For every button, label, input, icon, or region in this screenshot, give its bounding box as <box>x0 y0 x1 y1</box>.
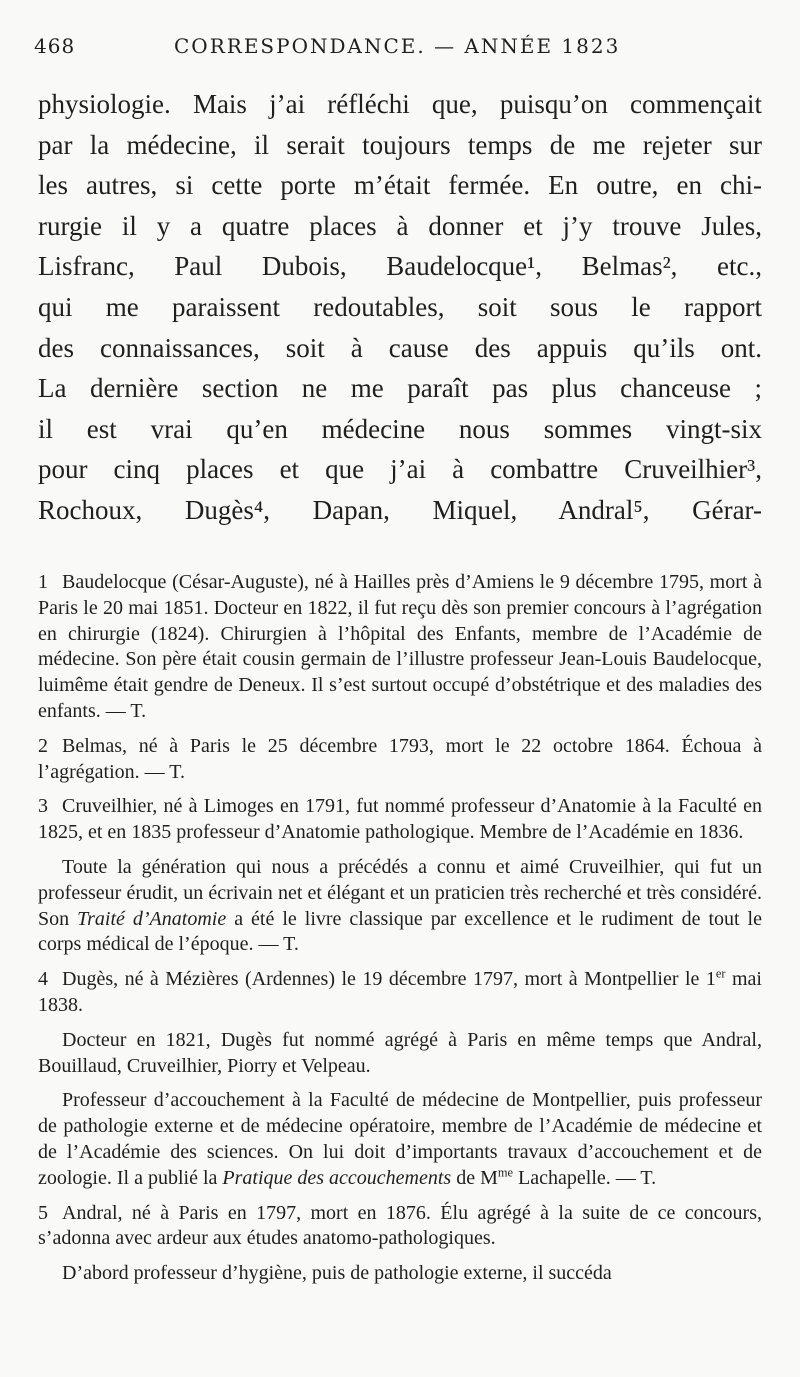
running-head: CORRESPONDANCE. — ANNÉE 1823 <box>174 34 621 58</box>
book-title: Pratique des accouchements <box>222 1166 452 1189</box>
text-line: rurgie il y a quatre places à donner et j’y trouve Jules, <box>38 210 762 241</box>
footnote-1 <box>38 570 762 725</box>
text-line: pour cinq places et que j’ai à combattre Cruveilhier³, <box>38 454 762 485</box>
text-line: physiologie. Mais j’ai réfléchi que, puisqu’on commençait <box>38 89 762 119</box>
text-line: les autres, si cette porte m’était fermée. En outre, en chi- <box>38 170 762 201</box>
footnote-3 <box>38 794 762 846</box>
footnote-text: Professeur d’accouchement à la Faculté de médecine de Montpellier, puis professeur de pathologie externe et de médecine opératoire, membre de l’Académie de médecine et de l’Académie des sciences. On lui doit d’importants travaux d’accouchement et de zoologie. Il a publié la <box>38 1089 762 1189</box>
page-number: 468 <box>34 34 76 58</box>
footnote-4-continuation <box>38 1088 762 1191</box>
footnote-4 <box>38 967 762 1019</box>
footnote-number: 4 <box>38 968 48 991</box>
text-line: des connaissances, soit à cause des appuis qu’ils ont. <box>38 332 762 363</box>
footnote-3-continuation <box>38 855 762 958</box>
footnote-5 <box>38 1201 762 1253</box>
main-text <box>38 84 762 531</box>
footnote-5-continuation: D’abord professeur d’hygiène, puis de pathologie externe, il succéda <box>62 1262 612 1285</box>
footnote-text: Dugès, né à Mézières (Ardennes) le 19 décembre 1797, mort à Montpellier le 1 <box>62 968 716 991</box>
footnote-text: mai 1838. <box>38 968 762 1016</box>
footnote-text: Lachapelle. — T. <box>513 1166 657 1189</box>
text-line: Rochoux, Dugès⁴, Dapan, Miquel, Andral⁵, Gérar- <box>38 494 762 525</box>
text-line: Lisfranc, Paul Dubois, Baudelocque¹, Belmas², etc., <box>38 251 762 282</box>
footnote-number: 5 <box>38 1201 48 1224</box>
footnote-number: 1 <box>38 571 48 593</box>
footnotes <box>38 570 762 1296</box>
page-header <box>34 34 762 64</box>
footnote-number: 3 <box>38 795 48 818</box>
text-line: La dernière section ne me paraît pas plus chanceuse ; <box>38 373 762 404</box>
superscript: er <box>715 966 726 981</box>
footnote-text: Cruveilhier, né à Limoges en 1791, fut nommé professeur d’Anatomie à la Faculté en 1825, et en 1835 professeur d’Anatomie pathologique. Membre de l’Académie en 1836. <box>38 795 762 844</box>
text-line: qui me paraissent redoutables, soit sous le rapport <box>38 291 762 322</box>
footnote-4-continuation: Docteur en 1821, Dugès fut nommé agrégé à Paris en même temps que Andral, Bouillaud, Cruveilhier, Piorry et Velpeau. <box>38 1028 762 1077</box>
footnote-number: 2 <box>38 734 48 757</box>
footnote-text: Toute la génération qui nous a précédés a connu et aimé Cruveilhier, qui fut un professeur érudit, un écrivain net et élégant et un praticien très recherché et très considéré. Son <box>38 855 762 930</box>
superscript: me <box>497 1165 514 1180</box>
text-line: par la médecine, il serait toujours temps de me rejeter sur <box>38 129 762 160</box>
footnote-text: Belmas, né à Paris le 25 décembre 1793, mort le 22 octobre 1864. Échoua à l’agrégation. — T. <box>38 734 762 783</box>
footnote-text: Baudelocque (César-Auguste), né à Hailles près d’Amiens le 9 décembre 1795, mort à Paris le 20 mai 1851. Docteur en 1822, il fut reçu dès son premier concours à l’agrégation en chirurgie (1824). Chirurgien à l’hôpital des Enfants, membre de l’Académie de médecine. Son père était cousin germain de l’illustre professeur Jean-Louis Baudelocque, luimême était gendre de Deneux. Il s’est surtout occupé d’obstétrique et des maladies des enfants. — T. <box>38 571 762 722</box>
book-title: Traité d’Anatomie <box>77 907 227 930</box>
footnote-text: Andral, né à Paris en 1797, mort en 1876. Élu agrégé à la suite de ce concours, s’adonna avec ardeur aux études anatomo-pathologiques. <box>38 1201 762 1250</box>
footnote-text: de M <box>451 1166 498 1189</box>
footnote-2 <box>38 734 762 786</box>
footnote-text: a été le livre classique par excellence et le rudiment de tout le corps médical de l’époque. — T. <box>38 907 762 956</box>
main-paragraph <box>38 84 762 531</box>
text-line: il est vrai qu’en médecine nous sommes vingt-six <box>38 413 762 444</box>
